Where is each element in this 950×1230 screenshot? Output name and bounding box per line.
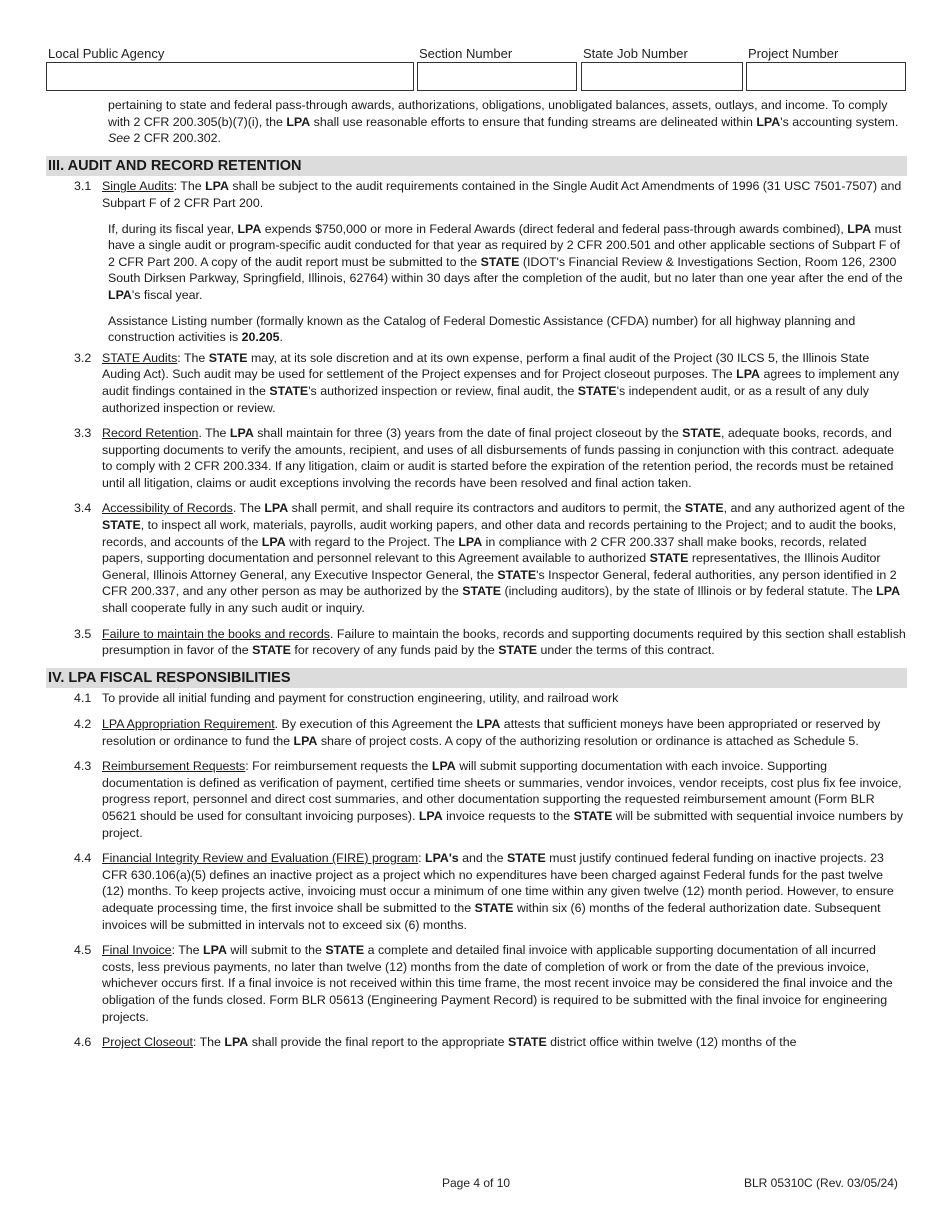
clause-4-5: 4.5 Final Invoice: The LPA will submit to the STATE a complete and detailed final invoice with applicable supporting documentation of all incurred costs, less previous payments, no later than twelve (12) months from the date of completion of work or from the date of the previous invoice, whichever occurs first. If a final invoice is not received within this time frame, the most recent invoice may be considered the final invoice and the obligation of the funds closed. Form BLR 05613 (Engineering Payment Record) is required to be submitted with the final invoice for engineering projects. <box>74 943 893 1024</box>
section-heading-audit: III. AUDIT AND RECORD RETENTION <box>46 156 907 177</box>
project-number-field[interactable] <box>746 62 906 91</box>
header-label-state-job-number: State Job Number <box>583 46 688 61</box>
clause-3-4: 3.4 Accessibility of Records. The LPA shall permit, and shall require its contractors and auditors to permit, the STATE, and any authorized agent of the STATE, to inspect all work, materials, payrolls, audit working papers, and other data and records pertaining to the Project; and to audit the books, records, and accounts of the LPA with regard to the Project. The LPA in compliance with 2 CFR 200.337 shall make books, records, related papers, supporting documentation and personnel relevant to this Agreement available to authorized STATE representatives, the Illinois Auditor General, Illinois Attorney General, any Executive Inspector General, the STATE's Inspector General, federal authorities, any person identified in 2 CFR 200.337, and any other person as may be authorized by the STATE (including auditors), by the state of Illinois or by federal statute. The LPA shall cooperate fully in any such audit or inquiry. <box>74 501 905 616</box>
clause-4-6: 4.6 Project Closeout: The LPA shall provide the final report to the appropriate STATE district office within twelve (12) months of the <box>74 1035 797 1050</box>
clause-4-4: 4.4 Financial Integrity Review and Evaluation (FIRE) program: LPA's and the STATE must justify continued federal funding on inactive projects. 23 CFR 630.106(a)(5) defines an inactive project as a project which no expenditures have been charged against Federal funds for the past twelve (12) months. To keep projects active, invoicing must occur a minimum of one time within any given twelve (12) month period. However, to ensure adequate processing time, the first invoice shall be submitted to the STATE within six (6) months of the federal authorization date. Subsequent invoices will be submitted in intervals not to exceed six (6) months. <box>74 851 894 932</box>
document-body <box>46 97 907 1060</box>
section-number-field[interactable] <box>417 62 577 91</box>
intro-paragraph: pertaining to state and federal pass-through awards, authorizations, obligations, unobligated balances, assets, outlays, and income. To comply with 2 CFR 200.305(b)(7)(i), the LPA shall use reasonable efforts to ensure that funding streams are delineated within LPA's accounting system. See 2 CFR 200.302. <box>108 98 899 146</box>
page-number: Page 4 of 10 <box>442 1176 511 1190</box>
clause-3-2: 3.2 STATE Audits: The STATE may, at its sole discretion and at its own expense, perform a final audit of the Project (30 ILCS 5, the Illinois State Auding Act). Such audit may be used for settlement of the Project expenses and for Project closeout purposes. The LPA agrees to implement any audit findings contained in the STATE's authorized inspection or review, final audit, the STATE's independent audit, or as a result of any duly authorized inspection or review. <box>74 350 900 415</box>
section-heading-fiscal: IV. LPA FISCAL RESPONSIBILITIES <box>46 668 907 689</box>
header-label-section-number: Section Number <box>419 46 513 61</box>
single-audit-paragraph: If, during its fiscal year, LPA expends $750,000 or more in Federal Awards (direct federal and federal pass-through awards combined), LPA must have a single audit or program-specific audit conducted for that year as required by 2 CFR 200.501 and other applicable sections of Subpart F of 2 CFR Part 200. A copy of the audit report must be submitted to the STATE (IDOT's Financial Review & Investigations Section, Room 126, 2300 South Dirksen Parkway, Springfield, Illinois, 62764) within 30 days after the completion of the audit, but no later than one year after the end of the LPA's fiscal year. <box>108 221 903 302</box>
local-public-agency-field[interactable] <box>46 62 414 91</box>
clause-4-3: 4.3 Reimbursement Requests: For reimbursement requests the LPA will submit supporting documentation with each invoice. Supporting documentation is defined as verification of payment, certified time sheets or summaries, vendor invoices, vendor receipts, cost plus fix fee invoice, progress report, personnel and direct cost summaries, and other documentation supporting the requested reimbursement amount (Form BLR 05621 should be used for consultant invoicing purposes). LPA invoice requests to the STATE will be submitted with sequential invoice numbers by project. <box>74 759 904 840</box>
clause-4-2: 4.2 LPA Appropriation Requirement. By execution of this Agreement the LPA attests that sufficient moneys have been appropriated or reserved by resolution or ordinance to fund the LPA share of project costs. A copy of the authorizing resolution or ordinance is attached as Schedule 5. <box>74 717 881 748</box>
header-label-project-number: Project Number <box>748 46 839 61</box>
clause-3-1: 3.1 Single Audits: The LPA shall be subject to the audit requirements contained in the Single Audit Act Amendments of 1996 (31 USC 7501-7507) and Subpart F of 2 CFR Part 200. <box>74 179 902 210</box>
state-job-number-field[interactable] <box>581 62 743 91</box>
assistance-listing-paragraph: Assistance Listing number (formally known as the Catalog of Federal Domestic Assistance (CFDA) number) for all highway planning and construction activities is 20.205. <box>108 313 856 345</box>
clause-3-3: 3.3 Record Retention. The LPA shall maintain for three (3) years from the date of final project closeout by the STATE, adequate books, records, and supporting documents to verify the amounts, recipient, and uses of all disbursements of funds passing in conjunction with this contract. adequate to comply with 2 CFR 200.334. If any litigation, claim or audit is started before the expiration of the retention period, the records must be retained until all litigation, claims or audit exceptions involving the records have been resolved and final action taken. <box>74 426 895 490</box>
form-number: BLR 05310C (Rev. 03/05/24) <box>744 1176 898 1190</box>
clause-3-5: 3.5 Failure to maintain the books and records. Failure to maintain the books, records and supporting documents required by this section shall establish presumption in favor of the STATE for recovery of any funds paid by the STATE under the terms of this contract. <box>74 626 906 658</box>
header-label-local-public-agency: Local Public Agency <box>48 46 165 61</box>
clause-4-1: 4.1 To provide all initial funding and payment for construction engineering, utility, and railroad work <box>74 691 619 706</box>
